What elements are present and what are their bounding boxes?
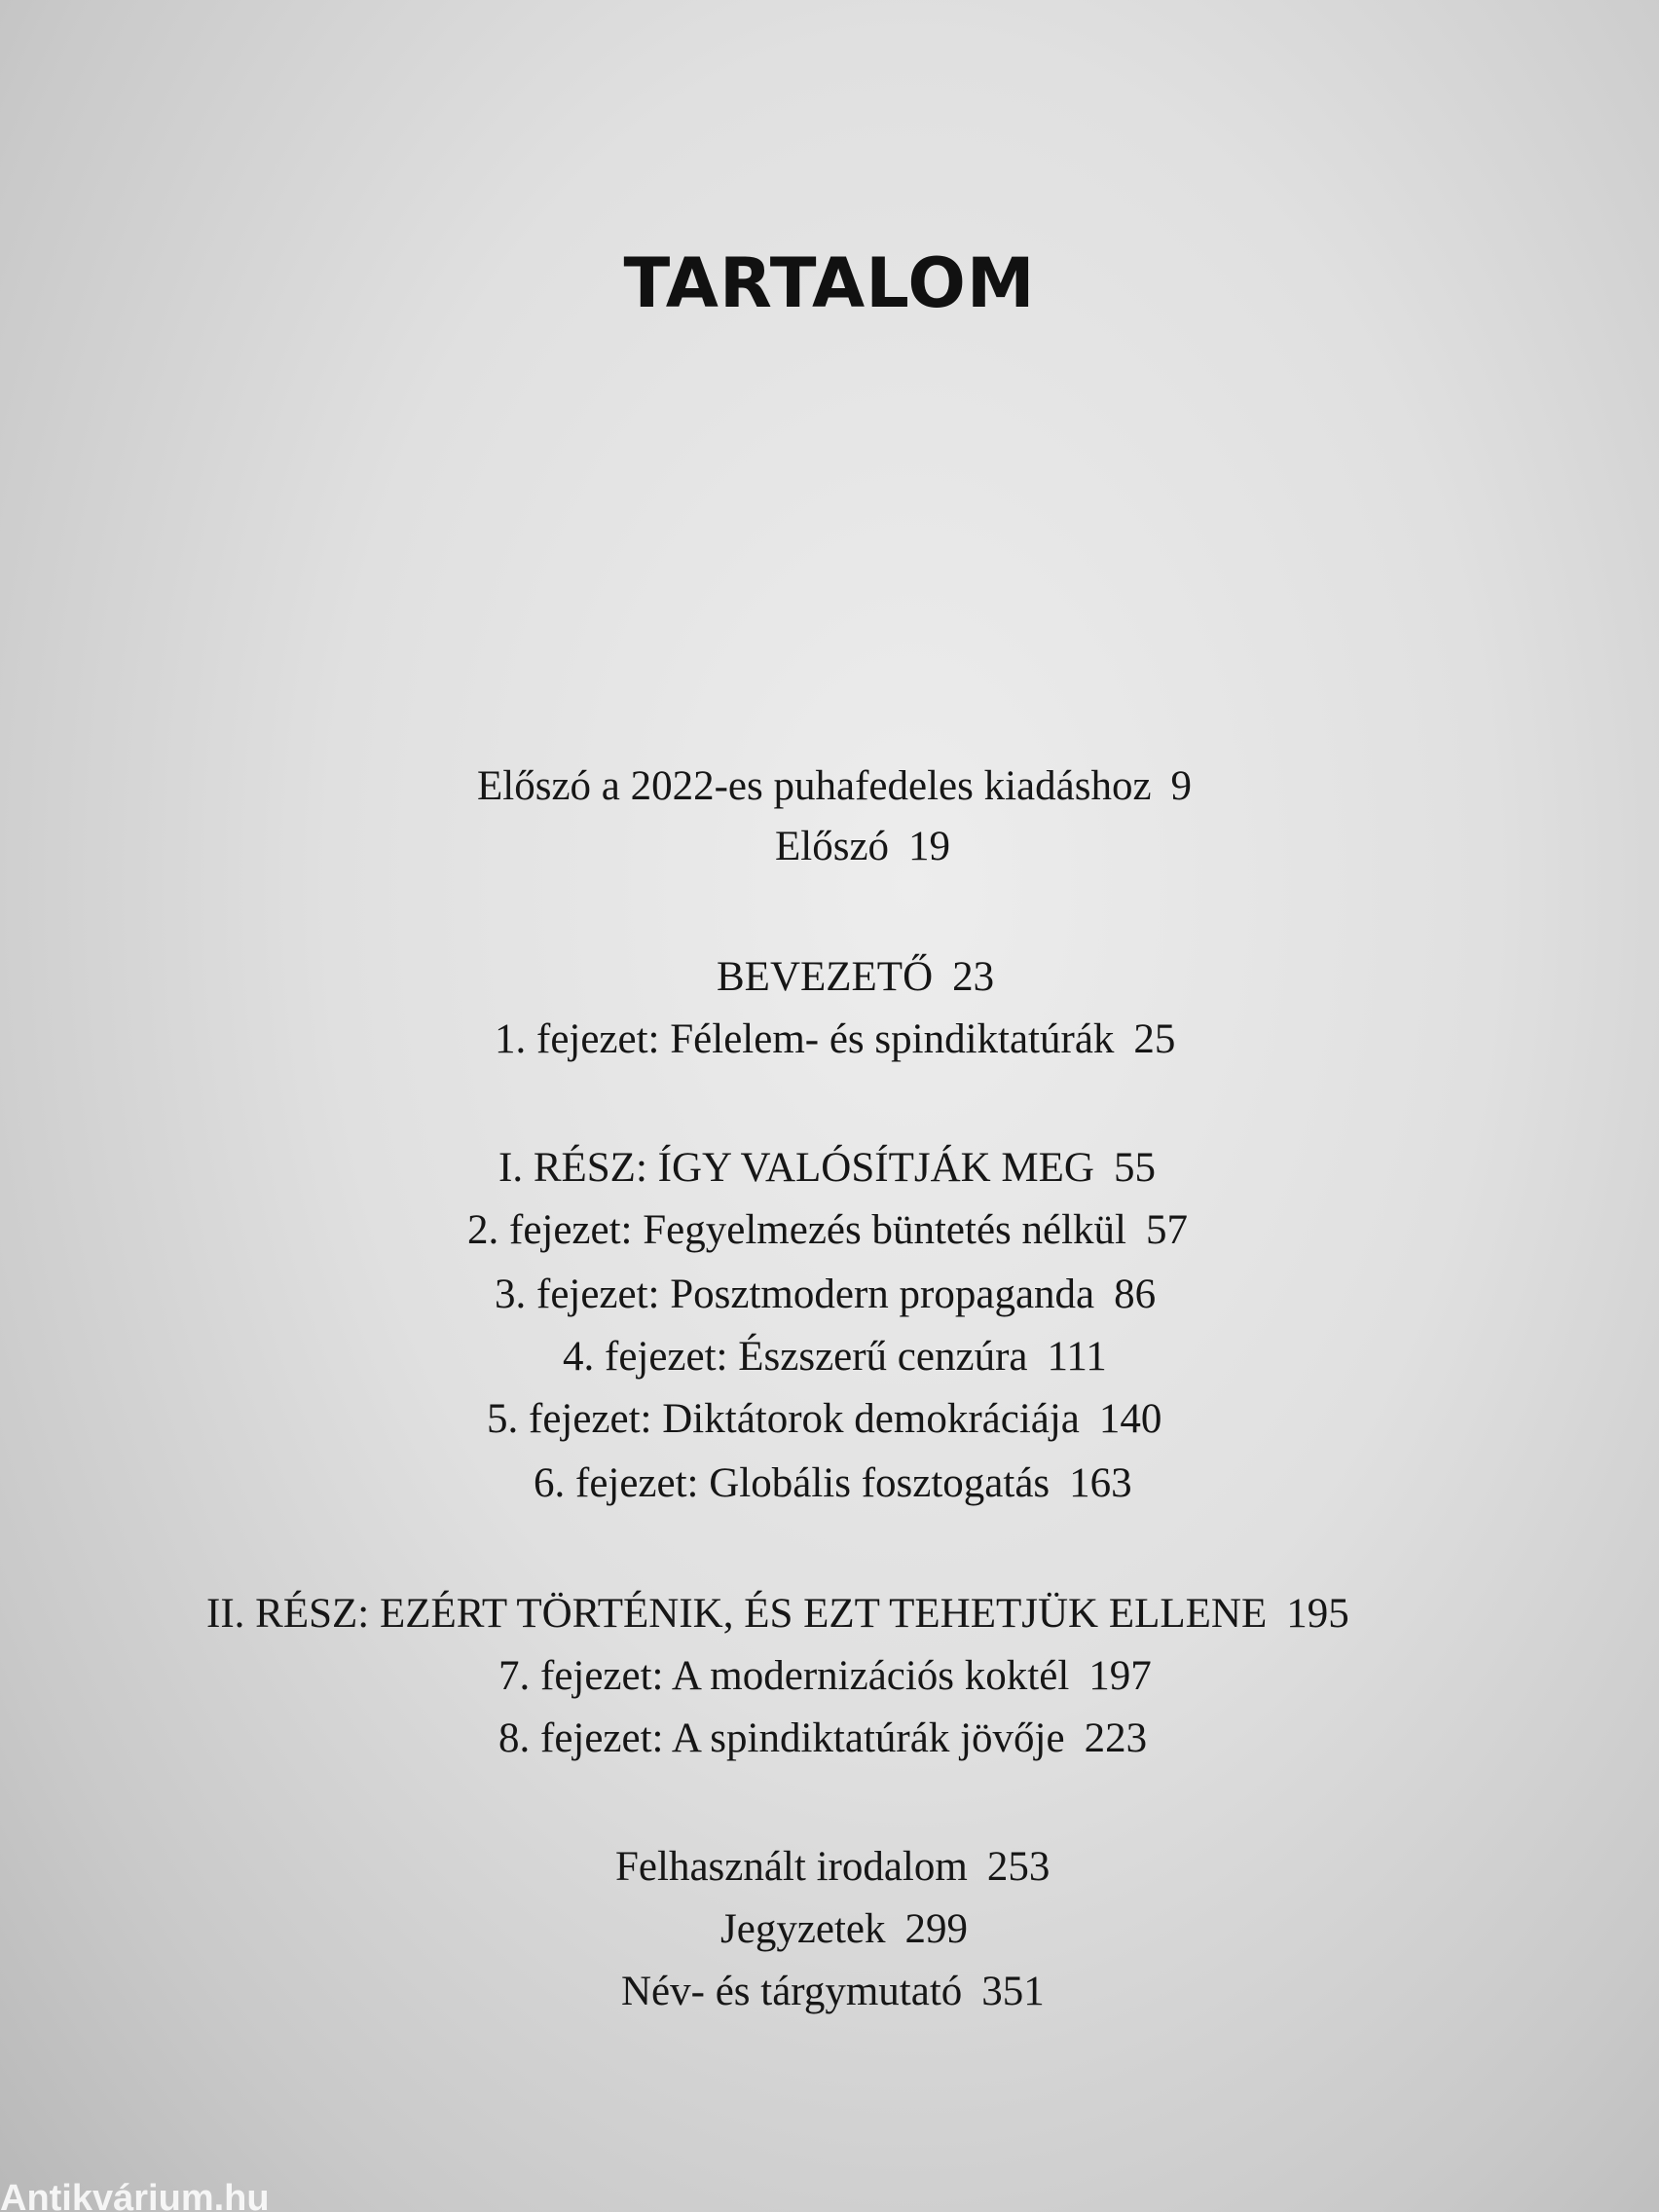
toc-entry-chapter-1 [495, 1011, 1175, 1069]
toc-entry-label: Előszó [775, 824, 890, 869]
toc-entry-label: 8. fejezet: A spindiktatúrák jövője [498, 1715, 1065, 1761]
toc-entry-label: 4. fejezet: Észszerű cenzúra [563, 1334, 1028, 1380]
toc-entry-chapter-6 [534, 1455, 1132, 1513]
toc-entry-page: 86 [1114, 1272, 1157, 1317]
toc-entry-label: Előszó a 2022-es puhafedeles kiadáshoz [477, 763, 1152, 809]
toc-entry-page: 195 [1286, 1591, 1349, 1637]
toc-entry-page: 55 [1113, 1145, 1156, 1191]
toc-entry-page: 19 [908, 824, 951, 869]
toc-entry-page: 57 [1146, 1207, 1188, 1253]
toc-entry-part-2 [206, 1585, 1349, 1643]
toc-entry-page: 299 [904, 1906, 969, 1952]
toc-entry-chapter-5 [487, 1390, 1161, 1449]
toc-entry-label: II. RÉSZ: EZÉRT TÖRTÉNIK, ÉS EZT TEHETJÜK ELLENE [206, 1591, 1268, 1637]
toc-entry-label: 5. fejezet: Diktátorok demokráciája [487, 1396, 1080, 1442]
toc-entry-notes [720, 1900, 968, 1959]
toc-entry-label: BEVEZETŐ [717, 954, 934, 1000]
toc-entry-chapter-7 [498, 1647, 1152, 1706]
toc-entry-introduction [717, 948, 994, 1007]
toc-entry-page: 253 [986, 1844, 1051, 1890]
toc-entry-page: 9 [1170, 763, 1193, 809]
watermark: Antikvárium.hu [0, 2179, 270, 2212]
toc-entry-label: Név- és tárgymutató [621, 1969, 963, 2014]
toc-entry-label: Felhasznált irodalom [615, 1844, 968, 1890]
toc-entry-foreword-2022 [477, 757, 1192, 816]
toc-entry-foreword [775, 818, 950, 876]
toc-entry-bibliography [615, 1838, 1050, 1897]
toc-entry-label: 1. fejezet: Félelem- és spindiktatúrák [495, 1016, 1115, 1062]
toc-entry-chapter-8 [498, 1710, 1147, 1768]
toc-entry-chapter-2 [467, 1201, 1188, 1260]
toc-entry-page: 23 [952, 954, 995, 1000]
toc-entry-page: 351 [981, 1969, 1045, 2014]
toc-entry-label: 7. fejezet: A modernizációs koktél [498, 1653, 1070, 1699]
page-title: TARTALOM [623, 243, 1036, 323]
toc-entry-label: 2. fejezet: Fegyelmezés büntetés nélkül [467, 1207, 1126, 1253]
toc-entry-label: Jegyzetek [720, 1906, 886, 1952]
toc-entry-page: 140 [1098, 1396, 1162, 1442]
toc-entry-chapter-3 [495, 1266, 1156, 1324]
toc-entry-label: I. RÉSZ: ÍGY VALÓSÍTJÁK MEG [498, 1145, 1094, 1191]
toc-entry-label: 6. fejezet: Globális fosztogatás [534, 1460, 1051, 1506]
toc-entry-label: 3. fejezet: Posztmodern propaganda [495, 1272, 1095, 1317]
toc-entry-index [621, 1963, 1045, 2021]
toc-entry-page: 197 [1088, 1653, 1152, 1699]
toc-entry-page: 111 [1047, 1334, 1107, 1380]
toc-entry-page: 25 [1133, 1016, 1176, 1062]
toc-entry-page: 163 [1069, 1460, 1132, 1506]
toc-entry-page: 223 [1084, 1715, 1148, 1761]
toc-entry-part-1 [498, 1139, 1156, 1198]
toc-entry-chapter-4 [563, 1328, 1107, 1386]
